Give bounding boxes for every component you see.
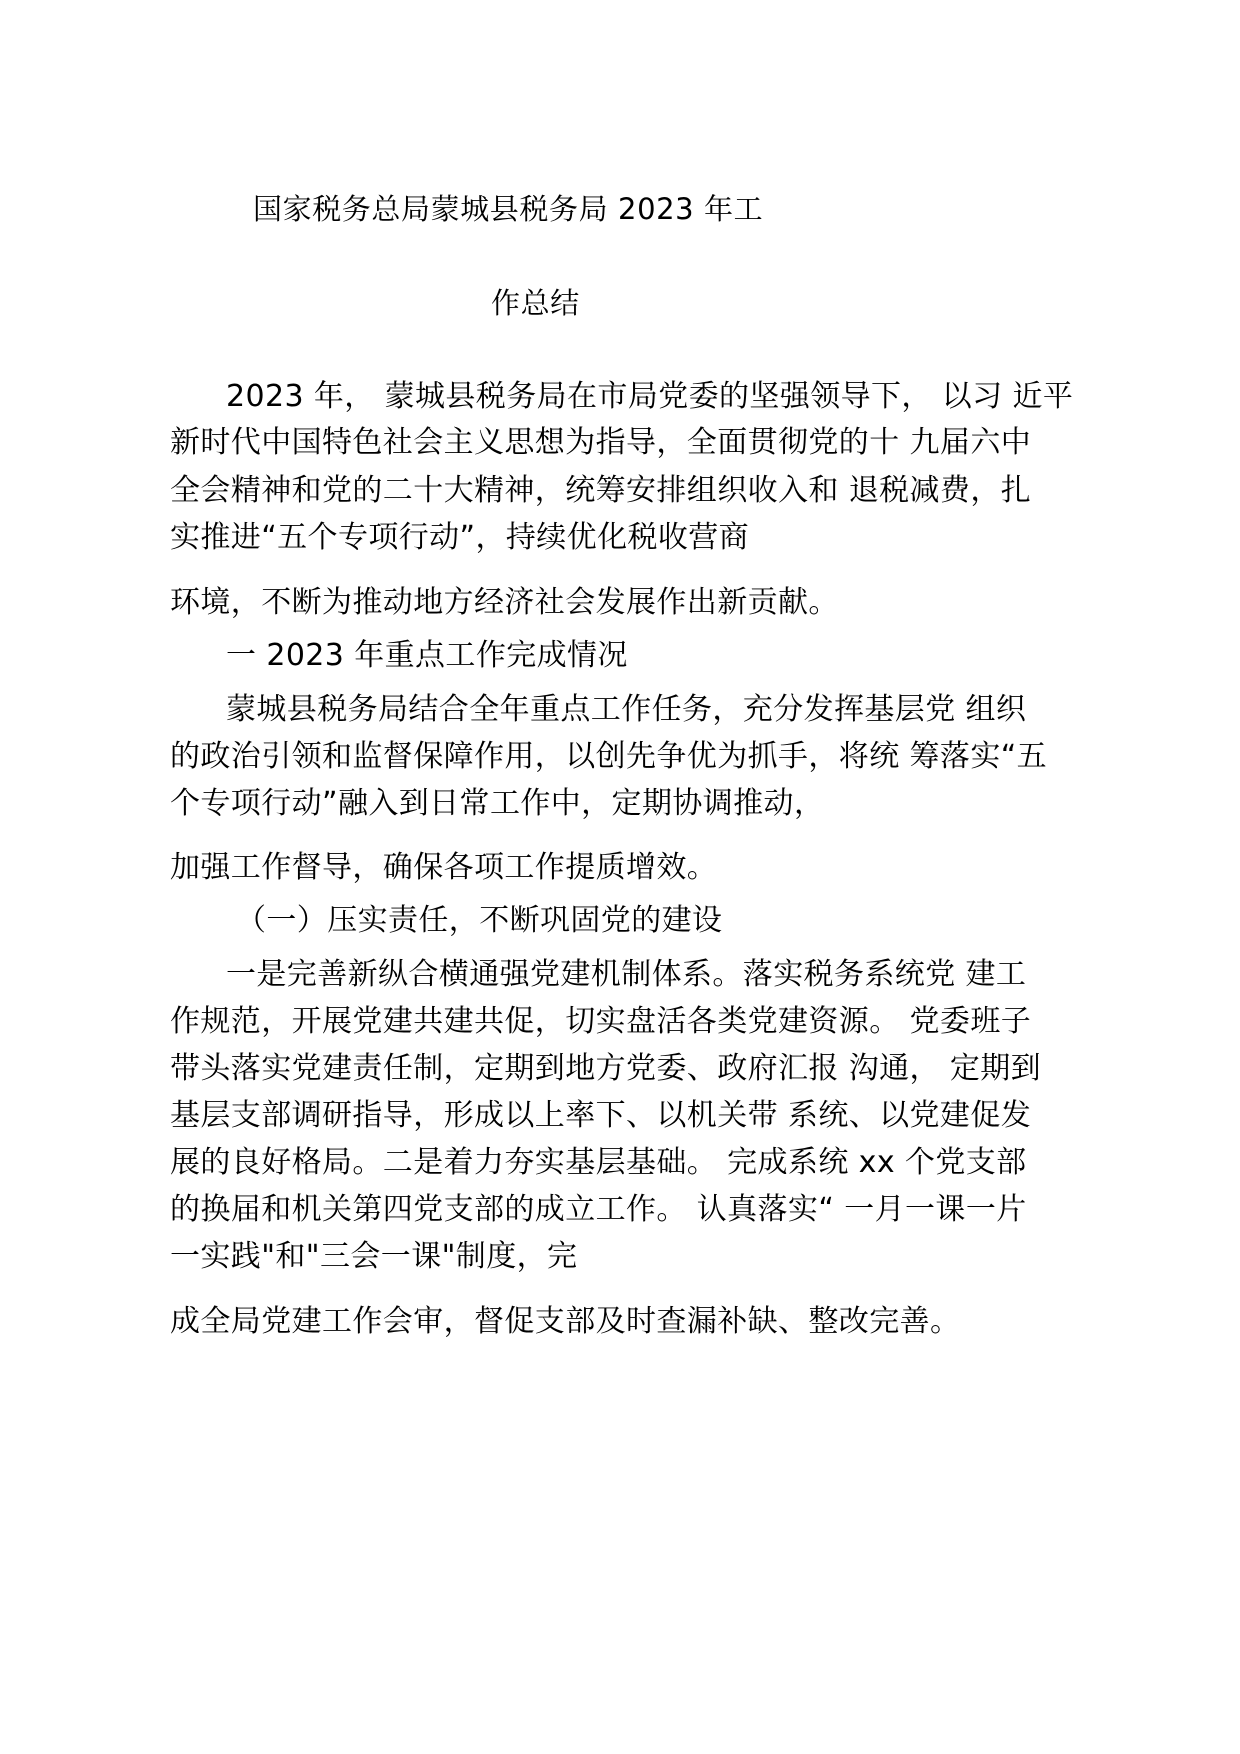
paragraph-line: 带头落实党建责任制，定期到地方党委、政府汇报 沟通， 定期到 [170, 1051, 1042, 1086]
paragraph-line: 个专项行动”融入到日常工作中，定期协调推动， [170, 786, 825, 821]
paragraph-line: 2023 年， 蒙城县税务局在市局党委的坚强领导下， 以习 近平 [226, 379, 1074, 414]
paragraph-line: 环境，不断为推动地方经济社会发展作出新贡献。 [170, 585, 839, 620]
subsection-heading: （一）压实责任，不断巩固党的建设 [236, 903, 723, 938]
paragraph-line: 的换届和机关第四党支部的成立工作。 认真落实“ 一月一课一片 [170, 1192, 1027, 1227]
paragraph-line: 一实践"和"三会一课"制度，完 [170, 1239, 578, 1274]
paragraph-line: 实推进“五个专项行动”，持续优化税收营商 [170, 520, 750, 555]
document-title-line-1: 国家税务总局蒙城县税务局 2023 年工 [253, 192, 764, 226]
paragraph-line: 展的良好格局。二是着力夯实基层基础。 完成系统 xx 个党支部 [170, 1145, 1027, 1180]
paragraph-line: 全会精神和党的二十大精神，统筹安排组织收入和 退税减费，扎 [170, 473, 1032, 508]
paragraph-line: 作规范，开展党建共建共促，切实盘活各类党建资源。 党委班子 [170, 1004, 1032, 1039]
paragraph-line: 蒙城县税务局结合全年重点工作任务，充分发挥基层党 组织 [226, 692, 1027, 727]
section-heading: 一 2023 年重点工作完成情况 [226, 638, 628, 673]
paragraph-line: 新时代中国特色社会主义思想为指导，全面贯彻党的十 九届六中 [170, 425, 1032, 460]
paragraph-line: 基层支部调研指导，形成以上率下、以机关带 系统、以党建促发 [170, 1098, 1032, 1133]
paragraph-line: 的政治引领和监督保障作用，以创先争优为抓手，将统 筹落实“五 [170, 739, 1048, 774]
paragraph-line: 成全局党建工作会审，督促支部及时查漏补缺、整改完善。 [170, 1304, 961, 1339]
document-title-line-2: 作总结 [491, 286, 580, 320]
paragraph-line: 一是完善新纵合横通强党建机制体系。落实税务系统党 建工 [226, 957, 1027, 992]
paragraph-line: 加强工作督导，确保各项工作提质增效。 [170, 850, 718, 885]
